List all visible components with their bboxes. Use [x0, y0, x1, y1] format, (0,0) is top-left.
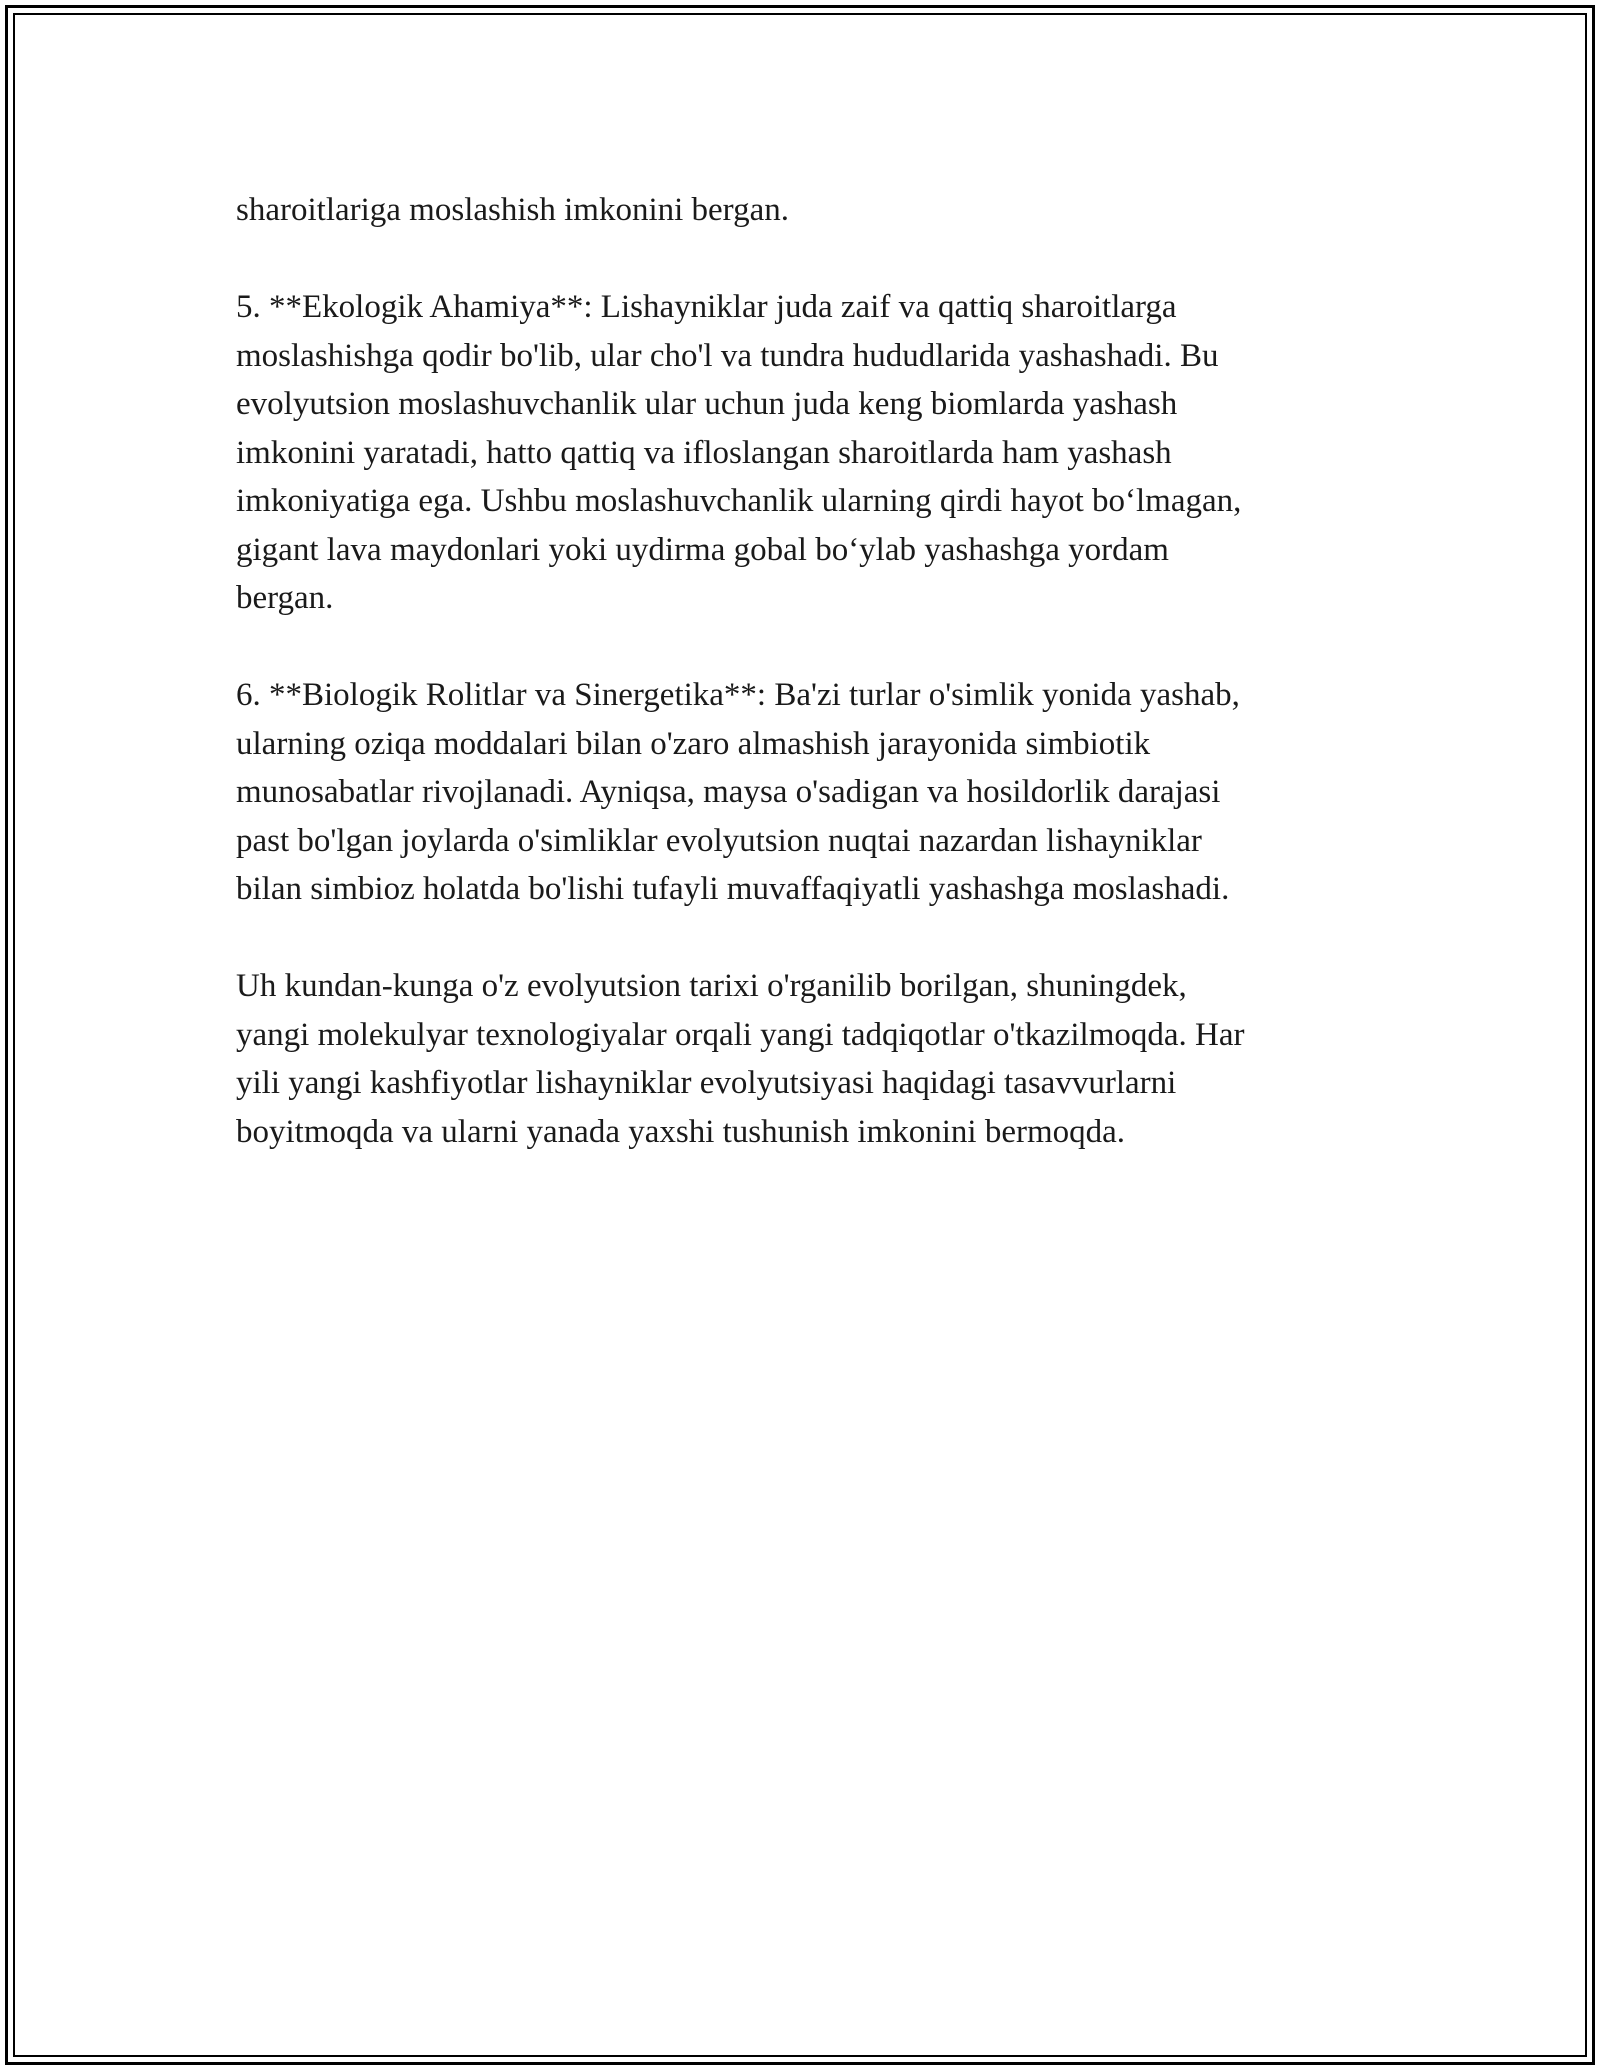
text-line: bilan simbioz holatda bo'lishi tufayli muvaffaqiyatli yashashga moslashadi. [236, 871, 1230, 907]
text-line: 6. **Biologik Rolitlar va Sinergetika**: Ba'zi turlar o'simlik yonida yashab, [236, 677, 1240, 713]
text-line: ularning oziqa moddalari bilan o'zaro almashish jarayonida simbiotik [236, 725, 1151, 762]
text-line: boyitmoqda va ularni yanada yaxshi tushunish imkonini bermoqda. [236, 1113, 1126, 1150]
text-line: yili yangi kashfiyotlar lishayniklar evolyutsiyasi haqidagi tasavvurlarni [236, 1065, 1177, 1101]
paragraph-conclusion [236, 962, 1386, 1156]
text-line: 5. **Ekologik Ahamiya**: Lishayniklar juda zaif va qattiq sharoitlarga [236, 289, 1177, 325]
text-line: Uh kundan-kunga o'z evolyutsion tarixi o'rganilib borilgan, shuningdek, [236, 968, 1187, 1004]
text-line: sharoitlariga moslashish imkonini bergan. [236, 192, 789, 228]
text-line: past bo'lgan joylarda o'simliklar evolyutsion nuqtai nazardan lishayniklar [236, 822, 1202, 859]
text-line: yangi molekulyar texnologiyalar orqali yangi tadqiqotlar o'tkazilmoqda. Har [236, 1016, 1245, 1053]
text-line: evolyutsion moslashuvchanlik ular uchun juda keng biomlarda yashash [236, 386, 1178, 422]
paragraph-biological-roles [236, 671, 1386, 914]
text-line: gigant lava maydonlari yoki uydirma gobal bo‘ylab yashashga yordam [236, 531, 1169, 568]
document-body [236, 186, 1386, 1205]
paragraph-continuation [236, 186, 1386, 235]
text-line: bergan. [236, 580, 334, 616]
paragraph-ecological-importance [236, 283, 1386, 623]
text-line: moslashishga qodir bo'lib, ular cho'l va tundra hududlarida yashashadi. Bu [236, 337, 1219, 374]
text-line: imkoniyatiga ega. Ushbu moslashuvchanlik ularning qirdi hayot bo‘lmagan, [236, 483, 1242, 519]
text-line: imkonini yaratadi, hatto qattiq va ifloslangan sharoitlarda ham yashash [236, 434, 1172, 471]
text-line: munosabatlar rivojlanadi. Ayniqsa, maysa o'sadigan va hosildorlik darajasi [236, 774, 1221, 810]
